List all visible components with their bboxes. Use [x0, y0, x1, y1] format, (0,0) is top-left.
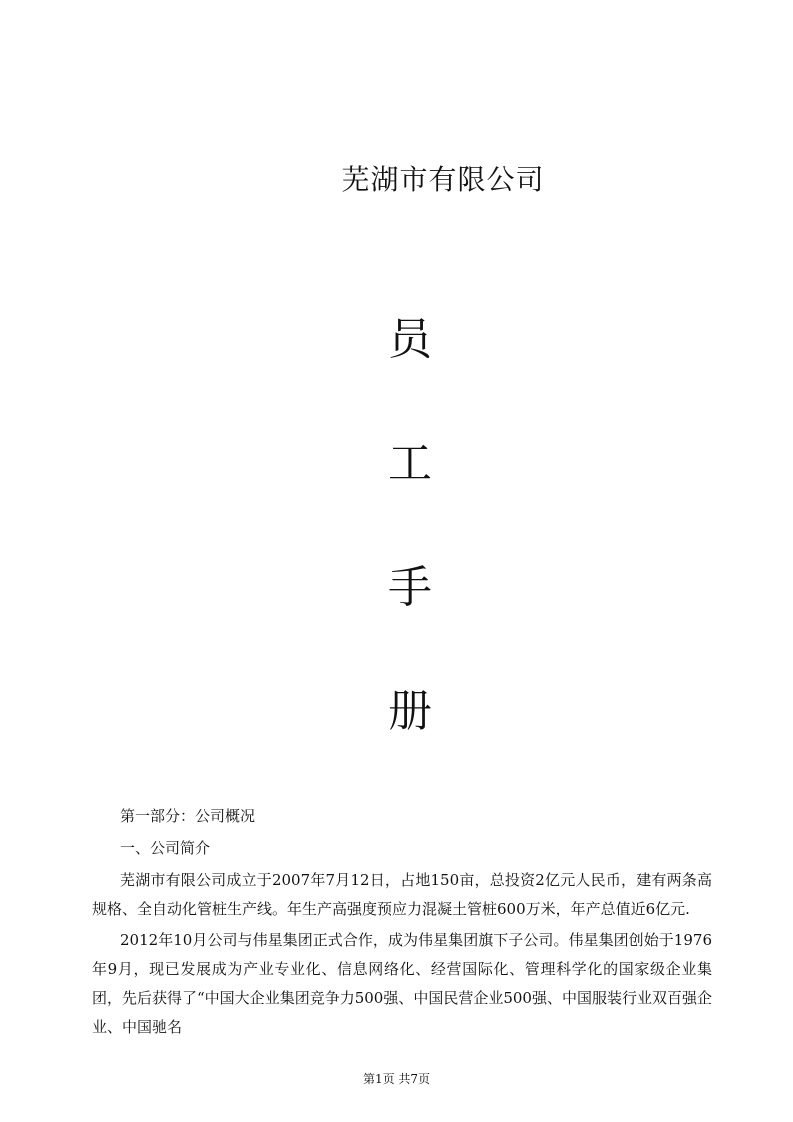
- paragraph-group-cooperation: [92, 926, 712, 1042]
- handbook-title-char-2: 工: [388, 438, 432, 489]
- handbook-title-char-3: 手: [388, 562, 432, 613]
- paragraph-company-intro: [92, 866, 712, 924]
- section-heading: 第一部分：公司概况: [120, 807, 256, 825]
- page-number-label: 第1页 共7页: [362, 1072, 431, 1086]
- handbook-title-char-4: 册: [388, 686, 432, 737]
- paragraph-text: 2012年10月公司与伟星集团正式合作，成为伟星集团旗下子公司。伟星集团创始于1976年9月，现已发展成为产业专业化、信息网络化、经营国际化、管理科学化的国家级企业集团，先后获得了“中国大企业集团竞争力500强、中国民营企业500强、中国服装行业双百强企业、中国驰名: [92, 931, 712, 1036]
- subsection-heading: 一、公司简介: [120, 839, 211, 857]
- page-footer: [0, 1070, 793, 1087]
- paragraph-text: 芜湖市有限公司成立于2007年7月12日，占地150亩，总投资2亿元人民币，建有两条高规格、全自动化管桩生产线。年生产高强度预应力混凝土管桩600万米，年产总值近6亿元.: [92, 871, 712, 918]
- company-title: 芜湖市有限公司: [341, 163, 545, 196]
- handbook-title-char-1: 员: [388, 314, 432, 365]
